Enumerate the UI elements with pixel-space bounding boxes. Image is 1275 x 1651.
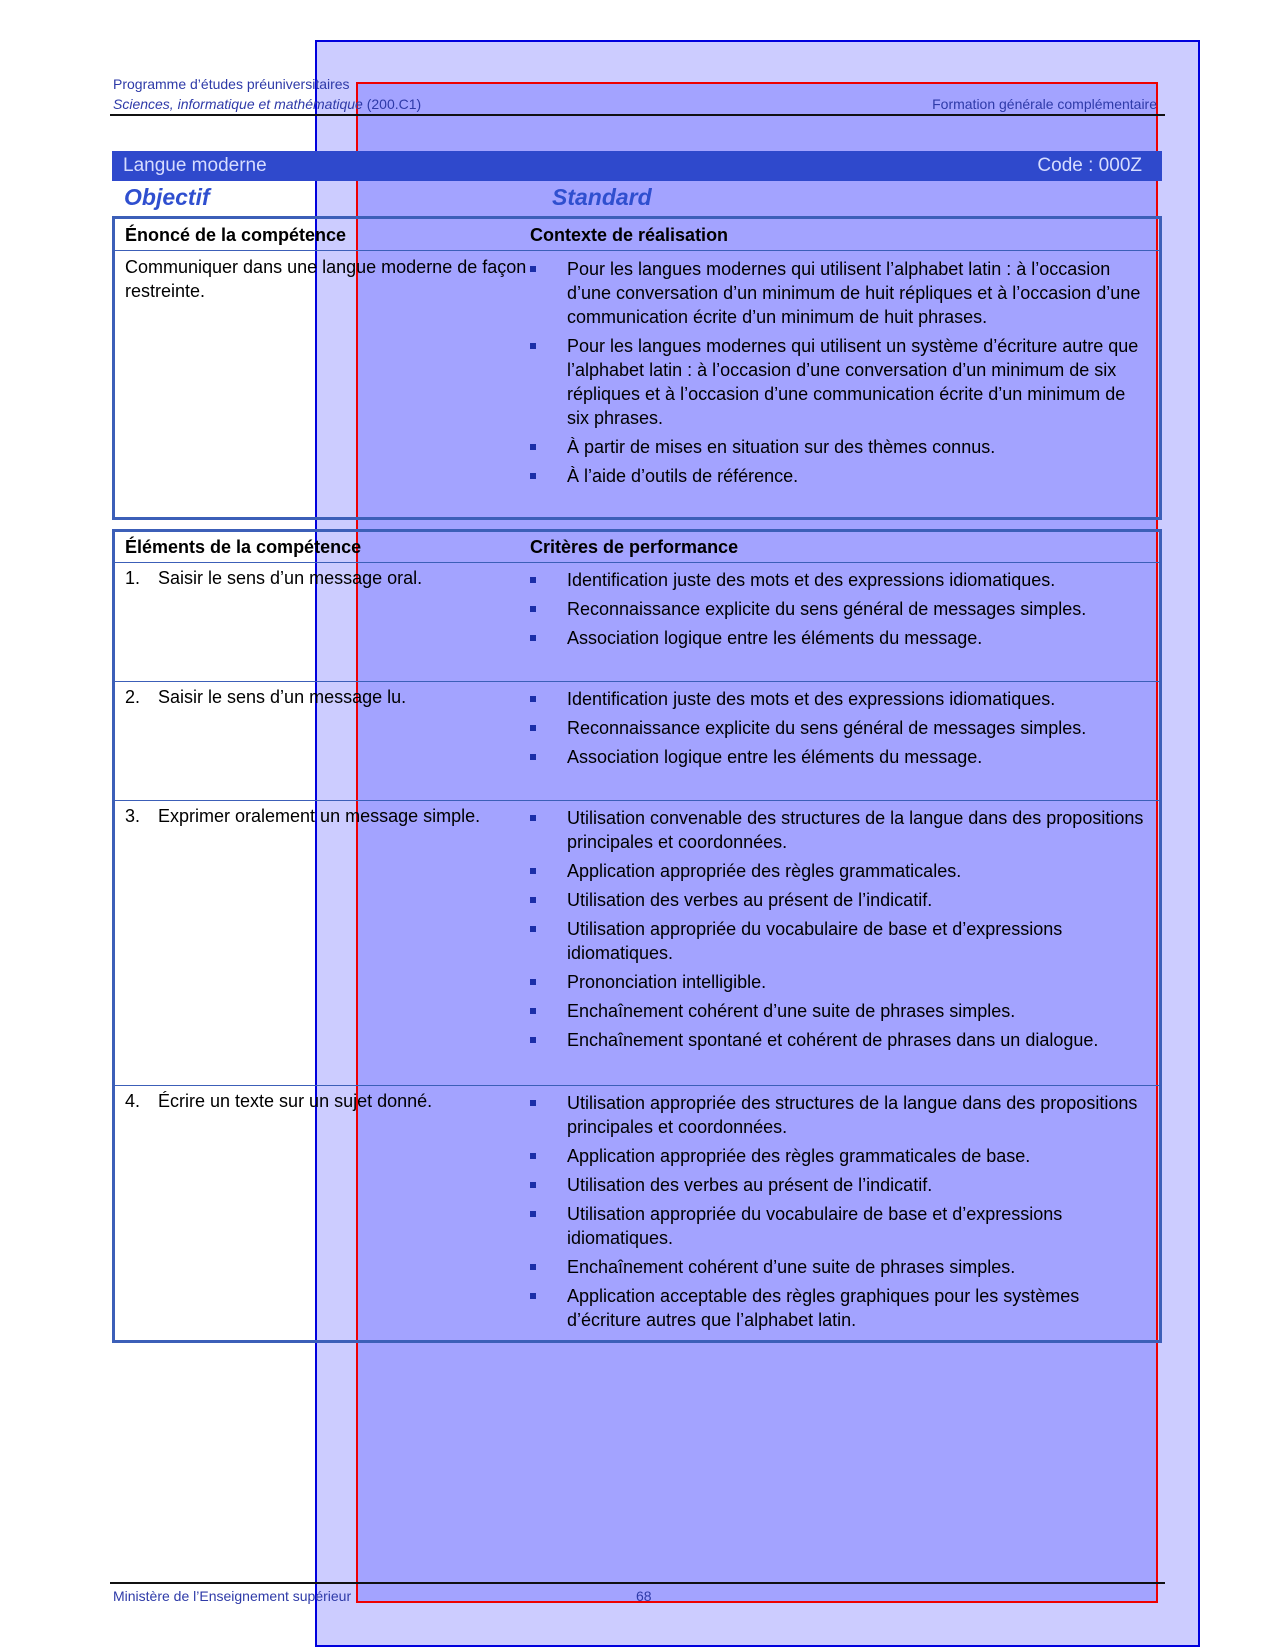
list-item [530, 1255, 1151, 1279]
element-number: 2. [125, 687, 141, 707]
list-item [530, 745, 1151, 769]
bullet-icon [530, 815, 536, 821]
elements-heading: Éléments de la compétence [125, 537, 362, 557]
contexte-list [530, 257, 1151, 493]
bullet-icon [530, 266, 536, 272]
bullet-icon [530, 635, 536, 641]
page-number: 68 [636, 1588, 652, 1604]
list-item [530, 859, 1151, 883]
list-item [530, 1028, 1151, 1052]
contexte-item-text: Pour les langues modernes qui utilisent un système d’écriture autre que l’alphabet latin : à l’occasion d’une conversation d’un minimum de six répliques et à l’occasion d’une communication écrite d’un minimum de six phrases. [567, 336, 1139, 428]
footer-divider [110, 1582, 1165, 1584]
element-row-3 [125, 804, 535, 828]
bullet-icon [530, 926, 536, 932]
list-item [530, 806, 1151, 854]
critere-text: Association logique entre les éléments du message. [567, 628, 983, 648]
critere-text: Application appropriée des règles grammaticales de base. [567, 1146, 1031, 1166]
bullet-icon [530, 1037, 536, 1043]
bullet-icon [530, 1211, 536, 1217]
elements-box [112, 529, 1162, 1343]
objectif-label: Objectif [124, 184, 210, 210]
list-item [530, 917, 1151, 965]
header-divider [110, 114, 1165, 116]
critere-text: Utilisation des verbes au présent de l’indicatif. [567, 890, 933, 910]
critere-text: Utilisation appropriée du vocabulaire de base et d’expressions idiomatiques. [567, 1204, 1063, 1248]
list-item [530, 999, 1151, 1023]
element-label: Saisir le sens d’un message lu. [158, 687, 407, 707]
critere-text: Identification juste des mots et des expressions idiomatiques. [567, 570, 1056, 590]
row-divider [115, 1085, 1159, 1086]
enonce-text: Communiquer dans une langue moderne de façon restreinte. [125, 257, 527, 301]
title-bar [112, 151, 1162, 181]
bullet-icon [530, 754, 536, 760]
bullet-icon [530, 868, 536, 874]
bullet-icon [530, 1153, 536, 1159]
bullet-icon [530, 696, 536, 702]
bullet-icon [530, 606, 536, 612]
critere-text: Identification juste des mots et des expressions idiomatiques. [567, 689, 1056, 709]
bullet-icon [530, 725, 536, 731]
enonce-heading: Énoncé de la compétence [125, 225, 347, 245]
criteres-heading: Critères de performance [530, 537, 739, 557]
element-label: Écrire un texte sur un sujet donné. [158, 1091, 433, 1111]
bullet-icon [530, 979, 536, 985]
bullet-icon [530, 897, 536, 903]
competence-box [112, 216, 1162, 520]
element-row-1 [125, 566, 535, 590]
critere-text: Application acceptable des règles graphiques pour les systèmes d’écriture autres que l’alphabet latin. [567, 1286, 1080, 1330]
list-item [530, 970, 1151, 994]
bullet-icon [530, 1293, 536, 1299]
bullet-icon [530, 577, 536, 583]
criteres-list-2 [530, 687, 1151, 774]
list-item [530, 597, 1151, 621]
element-number: 3. [125, 806, 141, 826]
list-item [530, 888, 1151, 912]
critere-text: Enchaînement cohérent d’une suite de phrases simples. [567, 1257, 1016, 1277]
header-program-code: (200.C1) [366, 96, 422, 112]
list-item [530, 257, 1151, 329]
element-row-2 [125, 685, 535, 709]
list-item [530, 334, 1151, 430]
critere-text: Utilisation convenable des structures de la langue dans des propositions principales et coordonnées. [567, 808, 1144, 852]
header-program-name [113, 96, 421, 112]
contexte-heading: Contexte de réalisation [530, 225, 729, 245]
critere-text: Reconnaissance explicite du sens général de messages simples. [567, 718, 1087, 738]
header-program-title: Sciences, informatique et mathématique [113, 96, 363, 112]
heading-divider [115, 250, 1159, 251]
contexte-item-text: Pour les langues modernes qui utilisent l’alphabet latin : à l’occasion d’une conversation d’un minimum de huit répliques et à l’occasion d’une communication écrite d’un minimum de huit phrases. [567, 259, 1141, 327]
course-title: Langue moderne [123, 155, 267, 176]
header-program: Programme d’études préuniversitaires [113, 76, 350, 92]
list-item [530, 1144, 1151, 1168]
bullet-icon [530, 1182, 536, 1188]
heading-divider [115, 562, 1159, 563]
list-item [530, 1202, 1151, 1250]
critere-text: Enchaînement cohérent d’une suite de phrases simples. [567, 1001, 1016, 1021]
list-item [530, 716, 1151, 740]
list-item [530, 464, 1151, 488]
course-code: Code : 000Z [1037, 155, 1142, 176]
critere-text: Reconnaissance explicite du sens général de messages simples. [567, 599, 1087, 619]
list-item [530, 568, 1151, 592]
critere-text: Association logique entre les éléments du message. [567, 747, 983, 767]
critere-text: Application appropriée des règles grammaticales. [567, 861, 962, 881]
list-item [530, 1173, 1151, 1197]
list-item [530, 1284, 1151, 1332]
criteres-list-3 [530, 806, 1151, 1057]
header-formation: Formation générale complémentaire [932, 96, 1157, 112]
list-item [530, 687, 1151, 711]
bullet-icon [530, 343, 536, 349]
element-label: Saisir le sens d’un message oral. [158, 568, 423, 588]
bullet-icon [530, 473, 536, 479]
criteres-list-4 [530, 1091, 1151, 1337]
criteres-list-1 [530, 568, 1151, 655]
bullet-icon [530, 1008, 536, 1014]
bullet-icon [530, 444, 536, 450]
critere-text: Utilisation appropriée des structures de la langue dans des propositions principales et coordonnées. [567, 1093, 1138, 1137]
row-divider [115, 800, 1159, 801]
bullet-icon [530, 1264, 536, 1270]
list-item [530, 435, 1151, 459]
standard-label: Standard [552, 184, 652, 210]
contexte-item-text: À partir de mises en situation sur des thèmes connus. [567, 437, 996, 457]
element-label: Exprimer oralement un message simple. [158, 806, 481, 826]
row-divider [115, 681, 1159, 682]
contexte-item-text: À l’aide d’outils de référence. [567, 466, 799, 486]
list-item [530, 626, 1151, 650]
list-item [530, 1091, 1151, 1139]
critere-text: Utilisation des verbes au présent de l’indicatif. [567, 1175, 933, 1195]
critere-text: Utilisation appropriée du vocabulaire de base et d’expressions idiomatiques. [567, 919, 1063, 963]
critere-text: Prononciation intelligible. [567, 972, 767, 992]
bullet-icon [530, 1100, 536, 1106]
footer-ministry: Ministère de l’Enseignement supérieur [113, 1588, 352, 1604]
element-number: 4. [125, 1091, 141, 1111]
element-row-4 [125, 1089, 535, 1113]
element-number: 1. [125, 568, 141, 588]
critere-text: Enchaînement spontané et cohérent de phrases dans un dialogue. [567, 1030, 1099, 1050]
